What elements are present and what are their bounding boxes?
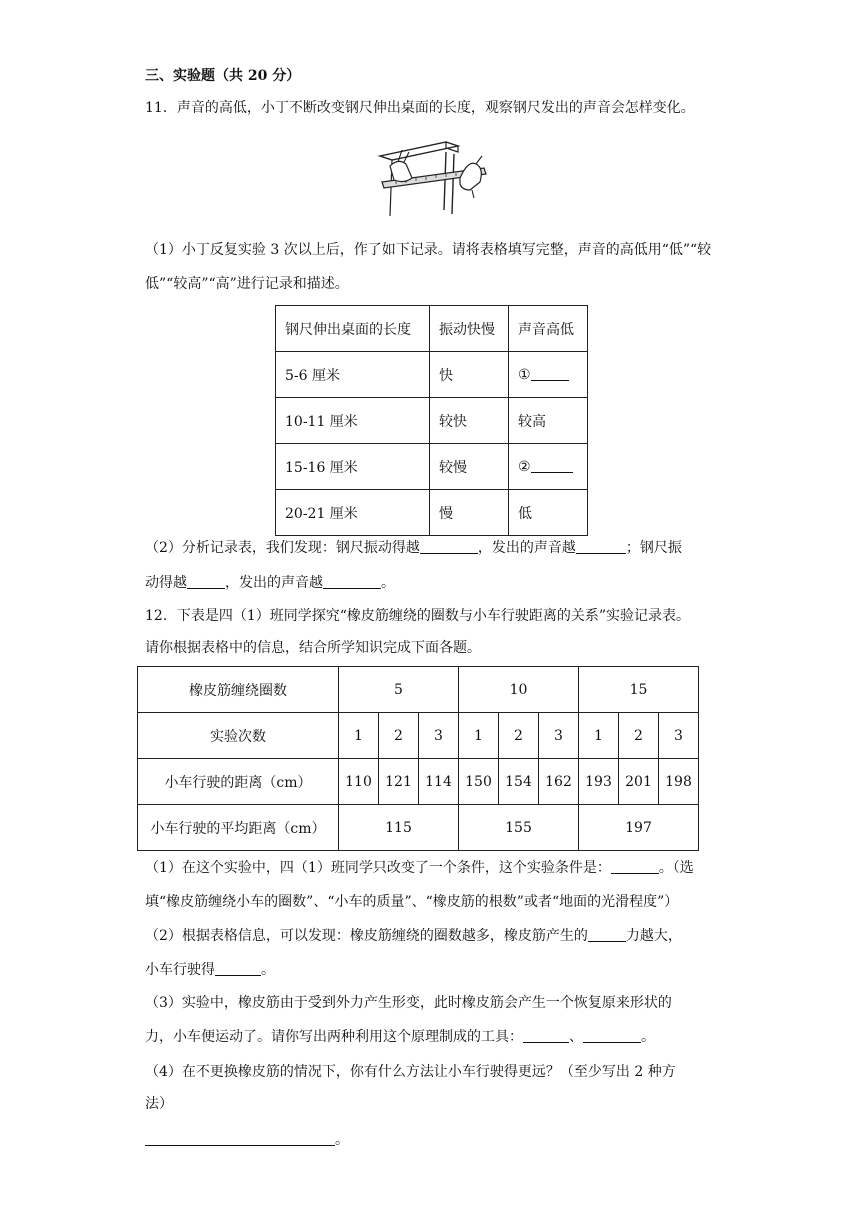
table-cell: 150 [459,759,499,805]
section-title: 三、实验题（共 20 分） [145,68,301,84]
table-cell: 10 [459,667,579,713]
answer-blank[interactable] [576,539,626,554]
table-cell: 3 [659,713,699,759]
table-cell: 3 [539,713,579,759]
blank-marker: ② [518,459,531,475]
header-cell: 声音高低 [509,306,588,352]
header-cell: 钢尺伸出桌面的长度 [276,306,430,352]
table-cell: 1 [459,713,499,759]
answer-blank[interactable] [145,1131,335,1146]
table-cell: 154 [499,759,539,805]
text-run: 小车行驶得 [145,962,215,978]
table-cell: 20-21 厘米 [276,490,430,536]
table-cell: 较高 [509,398,588,444]
text-run: 。 [381,575,395,591]
table-cell: 198 [659,759,699,805]
table-cell: 2 [379,713,419,759]
text-run: （1）在这个实验中，四（1）班同学只改变了一个条件，这个实验条件是： [145,860,611,876]
text-run: 。（选 [658,860,694,876]
table-row [276,490,588,536]
table-cell: 3 [419,713,459,759]
table-cell: 115 [339,805,459,851]
table-cell: 1 [579,713,619,759]
table-row [138,713,699,759]
answer-cell[interactable] [509,444,588,490]
answer-cell[interactable] [509,352,588,398]
ruler-on-table-illustration [376,138,492,218]
answer-blank[interactable] [523,1028,569,1043]
q11-record-table [275,305,588,536]
text-run: 。 [261,962,275,978]
q12-stem-line2: 请你根据表格中的信息，结合所学知识完成下面各题。 [145,640,481,656]
answer-blank[interactable] [215,961,261,976]
q11-part2-line2 [145,573,395,593]
text-run: ；钢尺振 [625,540,682,556]
answer-blank[interactable] [588,927,626,942]
table-cell: 较慢 [430,444,509,490]
table-cell: 1 [339,713,379,759]
q12-sub4-line1: （4）在不更换橡皮筋的情况下，你有什么方法让小车行驶得更远？（至少写出 2 种方 [145,1064,676,1080]
q12-record-table [137,666,699,851]
table-row [276,398,588,444]
q12-sub4-line2: 法） [145,1096,173,1112]
table-cell: 5-6 厘米 [276,352,430,398]
answer-blank-1[interactable] [531,366,569,381]
table-cell: 2 [619,713,659,759]
table-cell: 114 [419,759,459,805]
table-cell: 162 [539,759,579,805]
row-label: 橡皮筋缠绕圈数 [138,667,339,713]
row-label: 实验次数 [138,713,339,759]
answer-blank[interactable] [611,859,659,874]
table-row [138,667,699,713]
q12-sub3-line1: （3）实验中，橡皮筋由于受到外力产生形变，此时橡皮筋会产生一个恢复原来形状的 [145,995,672,1011]
answer-blank[interactable] [420,539,478,554]
table-cell: 2 [499,713,539,759]
text-run: 、 [569,1029,583,1045]
text-run: ，发出的声音越 [225,575,323,591]
table-cell: 慢 [430,490,509,536]
blank-marker: ① [518,367,531,383]
header-cell: 振动快慢 [430,306,509,352]
q12-sub4-answer-line [145,1130,349,1150]
text-run: （2）根据表格信息，可以发现：橡皮筋缠绕的圈数越多，橡皮筋产生的 [145,928,588,944]
q12-sub1-line2: 填“橡皮筋缠绕小车的圈数”、“小车的质量”、“橡皮筋的根数”或者“地面的光滑程度”） [145,894,679,910]
q12-sub2-line1 [145,926,682,946]
answer-blank-2[interactable] [531,458,573,473]
answer-blank[interactable] [583,1028,641,1043]
q11-part2-line1 [145,538,682,558]
text-run: 。 [641,1029,655,1045]
table-header-row [276,306,588,352]
table-row [276,352,588,398]
table-row [138,805,699,851]
table-cell: 15 [579,667,699,713]
row-label: 小车行驶的距离（cm） [138,759,339,805]
table-cell: 193 [579,759,619,805]
text-run: （2）分析记录表，我们发现：钢尺振动得越 [145,540,420,556]
q11-part1-line1: （1）小丁反复实验 3 次以上后，作了如下记录。请将表格填写完整，声音的高低用“低”“较 [145,242,712,258]
q12-stem-line1: 12．下表是四（1）班同学探究“橡皮筋缠绕的圈数与小车行驶距离的关系”实验记录表。 [145,608,691,624]
row-label: 小车行驶的平均距离（cm） [138,805,339,851]
table-cell: 10-11 厘米 [276,398,430,444]
q12-sub2-line2 [145,960,275,980]
table-cell: 121 [379,759,419,805]
table-cell: 较快 [430,398,509,444]
table-cell: 快 [430,352,509,398]
table-row [276,444,588,490]
answer-blank[interactable] [187,574,225,589]
answer-blank[interactable] [323,574,381,589]
text-run: 。 [335,1132,349,1148]
table-cell: 5 [339,667,459,713]
text-run: 动得越 [145,575,187,591]
q11-part1-line2: 低”“较高”“高”进行记录和描述。 [145,276,349,292]
table-row [138,759,699,805]
text-run: ，发出的声音越 [477,540,576,556]
table-cell: 低 [509,490,588,536]
table-cell: 197 [579,805,699,851]
q11-stem: 11．声音的高低，小丁不断改变钢尺伸出桌面的长度，观察钢尺发出的声音会怎样变化。 [145,100,695,116]
table-cell: 155 [459,805,579,851]
q12-sub1-line1 [145,858,694,878]
table-cell: 110 [339,759,379,805]
table-cell: 201 [619,759,659,805]
table-cell: 15-16 厘米 [276,444,430,490]
q12-sub3-line2 [145,1027,655,1047]
text-run: 力越大， [625,928,682,944]
text-run: 力，小车便运动了。请你写出两种利用这个原理制成的工具： [145,1029,523,1045]
